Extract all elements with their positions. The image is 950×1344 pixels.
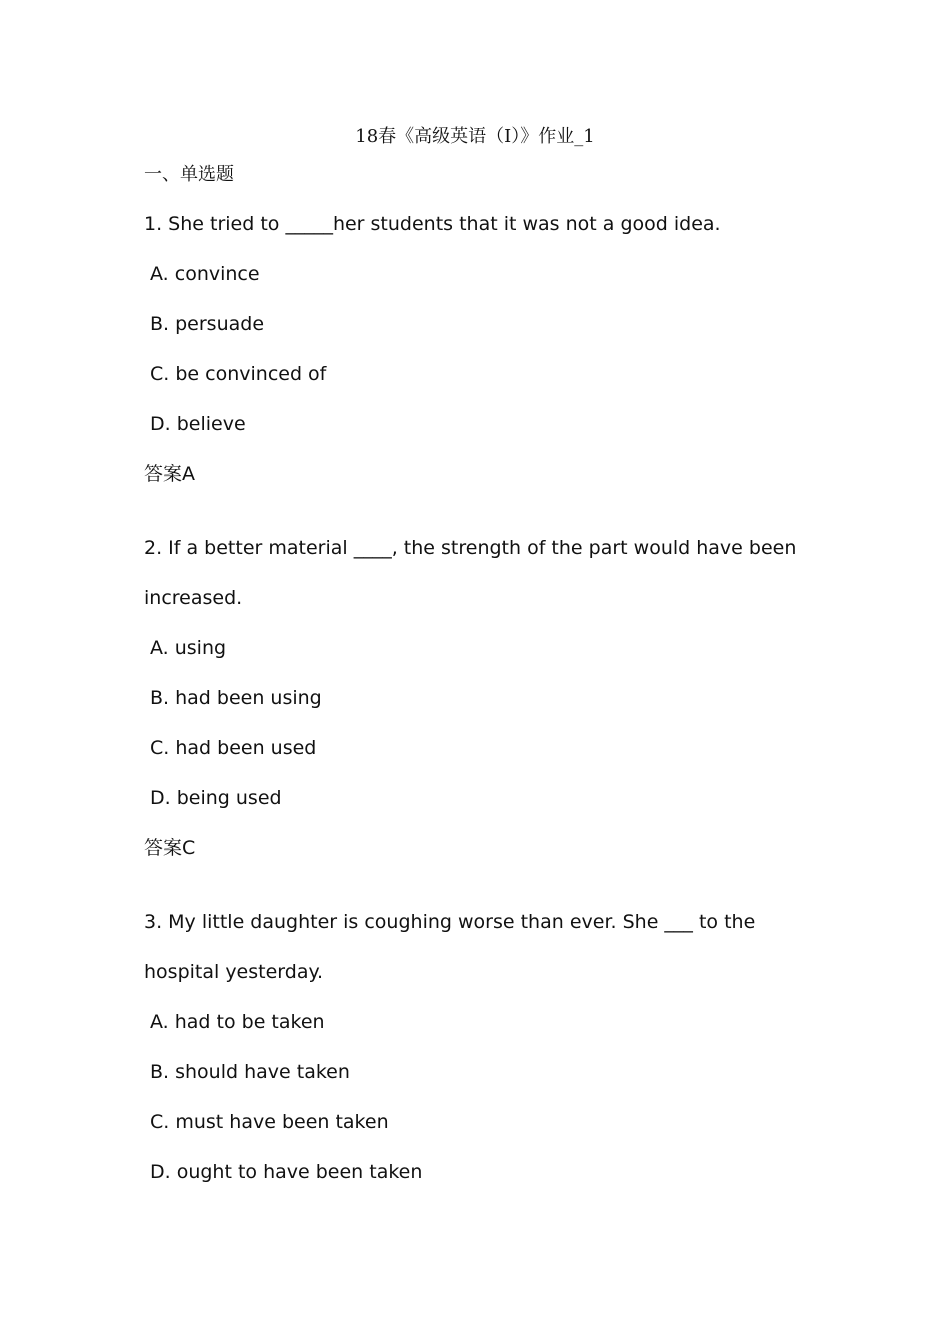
question-text: 2. If a better material ____, the strength of the part would have been increased. bbox=[144, 537, 797, 609]
option-c: C. had been used bbox=[150, 737, 317, 759]
option-d: D. believe bbox=[150, 413, 246, 435]
option-d: D. ought to have been taken bbox=[150, 1161, 423, 1183]
question-text: 1. She tried to _____her students that it was not a good idea. bbox=[144, 213, 721, 235]
document-title: 18春《高级英语（I）》作业_1 bbox=[355, 126, 595, 147]
option-a: A. had to be taken bbox=[150, 1011, 325, 1033]
option-c: C. be convinced of bbox=[150, 363, 327, 385]
answer-label: 答案A bbox=[144, 463, 195, 485]
question-text: 3. My little daughter is coughing worse than ever. She ___ to the hospital yesterday. bbox=[144, 911, 756, 983]
option-b: B. should have taken bbox=[150, 1061, 350, 1083]
answer-label: 答案C bbox=[144, 837, 196, 859]
question-2 bbox=[144, 523, 804, 873]
question-3 bbox=[144, 897, 804, 1197]
question-1 bbox=[144, 199, 804, 499]
option-b: B. persuade bbox=[150, 313, 265, 335]
option-c: C. must have been taken bbox=[150, 1111, 389, 1133]
option-d: D. being used bbox=[150, 787, 282, 809]
question-list bbox=[144, 199, 804, 1221]
option-a: A. using bbox=[150, 637, 227, 659]
option-a: A. convince bbox=[150, 263, 260, 285]
option-b: B. had been using bbox=[150, 687, 322, 709]
section-heading: 一、单选题 bbox=[144, 164, 234, 185]
